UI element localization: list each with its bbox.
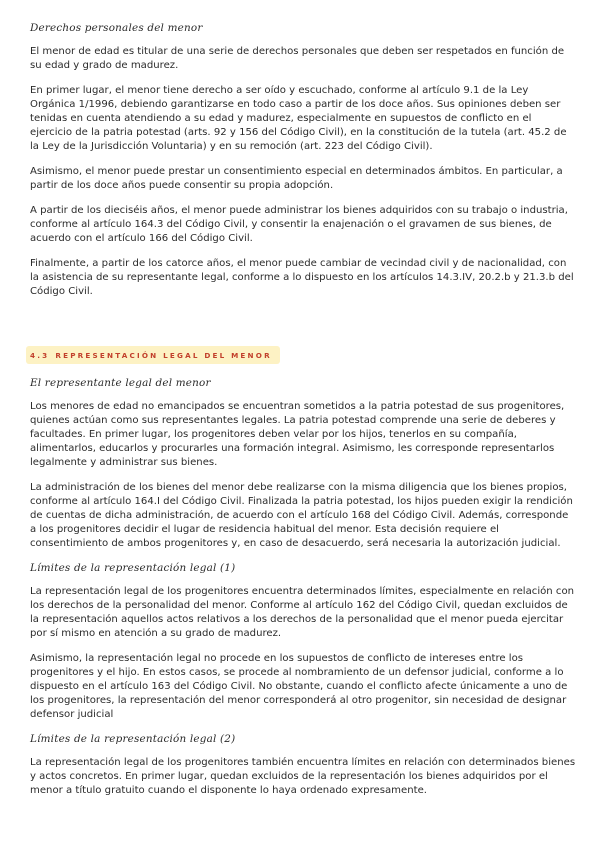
- heading-limites-1: Límites de la representación legal (1): [30, 562, 236, 574]
- heading-representante-legal: El representante legal del menor: [30, 377, 211, 389]
- section-title: REPRESENTACIÓN LEGAL DEL MENOR: [55, 351, 272, 360]
- paragraph: La representación legal de los progenitores encuentra determinados límites, especialmente en relación con los derechos de la personalidad del menor. Conforme al artículo 162 del Código Civil, quedan excluidos de la representación aquellos actos relativos a los derechos de la personalidad que el menor pueda ejercitar por sí mismo en atención a su grado de madurez.: [30, 586, 575, 639]
- paragraph: La representación legal de los progenitores también encuentra límites en relación con determinados bienes y actos concretos. En primer lugar, quedan excluidos de la representación los bienes adquiridos por el menor a título gratuito cuando el disponente lo haya ordenado expresamente.: [30, 757, 576, 796]
- section-badge: [26, 346, 280, 364]
- paragraph: El menor de edad es titular de una serie de derechos personales que deben ser respetados en función de su edad y grado de madurez.: [30, 46, 565, 71]
- paragraph: En primer lugar, el menor tiene derecho a ser oído y escuchado, conforme al artículo 9.1 de la Ley Orgánica 1/1996, debiendo garantizarse en todo caso a partir de los doce años. Sus opiniones deben ser tenidas en cuenta atendiendo a su edad y madurez, especialmente en supuestos de conflicto en el ejercicio de la patria potestad (arts. 92 y 156 del Código Civil), en la constitución de la tutela (art. 45.2 de la Ley de la Jurisdicción Voluntaria) y en su remoción (art. 223 del Código Civil).: [30, 85, 567, 152]
- paragraph: A partir de los dieciséis años, el menor puede administrar los bienes adquiridos con su trabajo o industria, conforme al artículo 164.3 del Código Civil, y consentir la enajenación o el gravamen de sus bienes, de acuerdo con el artículo 166 del Código Civil.: [30, 205, 568, 244]
- paragraph: La administración de los bienes del menor debe realizarse con la misma diligencia que los bienes propios, conforme al artículo 164.I del Código Civil. Finalizada la patria potestad, los hijos pueden exigir la rendición de cuentas de dicha administración, de acuerdo con el artículo 168 del Código Civil. Además, corresponde a los progenitores decidir el lugar de residencia habitual del menor. Esta decisión requiere el consentimiento de ambos progenitores y, en caso de desacuerdo, será necesaria la autorización judicial.: [30, 482, 573, 549]
- paragraph: Asimismo, el menor puede prestar un consentimiento especial en determinados ámbitos. En particular, a partir de los doce años puede consentir su propia adopción.: [30, 166, 563, 191]
- heading-derechos-personales: Derechos personales del menor: [30, 22, 203, 34]
- paragraph: Los menores de edad no emancipados se encuentran sometidos a la patria potestad de sus progenitores, quienes actúan como sus representantes legales. La patria potestad comprende una serie de deberes y facultades. En primer lugar, los progenitores deben velar por los hijos, tenerlos en su compañía, alimentarlos, educarlos y procurarles una formación integral. Asimismo, les corresponde representarlos legalmente y administrar sus bienes.: [30, 401, 565, 468]
- section-number: 4.3: [30, 351, 50, 360]
- paragraph: Asimismo, la representación legal no procede en los supuestos de conflicto de intereses entre los progenitores y el hijo. En estos casos, se procede al nombramiento de un defensor judicial, conforme a lo dispuesto en el artículo 163 del Código Civil. No obstante, cuando el conflicto afecte únicamente a uno de los progenitores, la representación del menor corresponderá al otro progenitor, sin necesidad de designar defensor judicial: [30, 653, 568, 720]
- heading-limites-2: Límites de la representación legal (2): [30, 733, 236, 745]
- paragraph: Finalmente, a partir de los catorce años, el menor puede cambiar de vecindad civil y de nacionalidad, con la asistencia de su representante legal, conforme a lo dispuesto en los artículos 14.3.IV, 20.2.b y 21.3.b del Código Civil.: [30, 258, 574, 297]
